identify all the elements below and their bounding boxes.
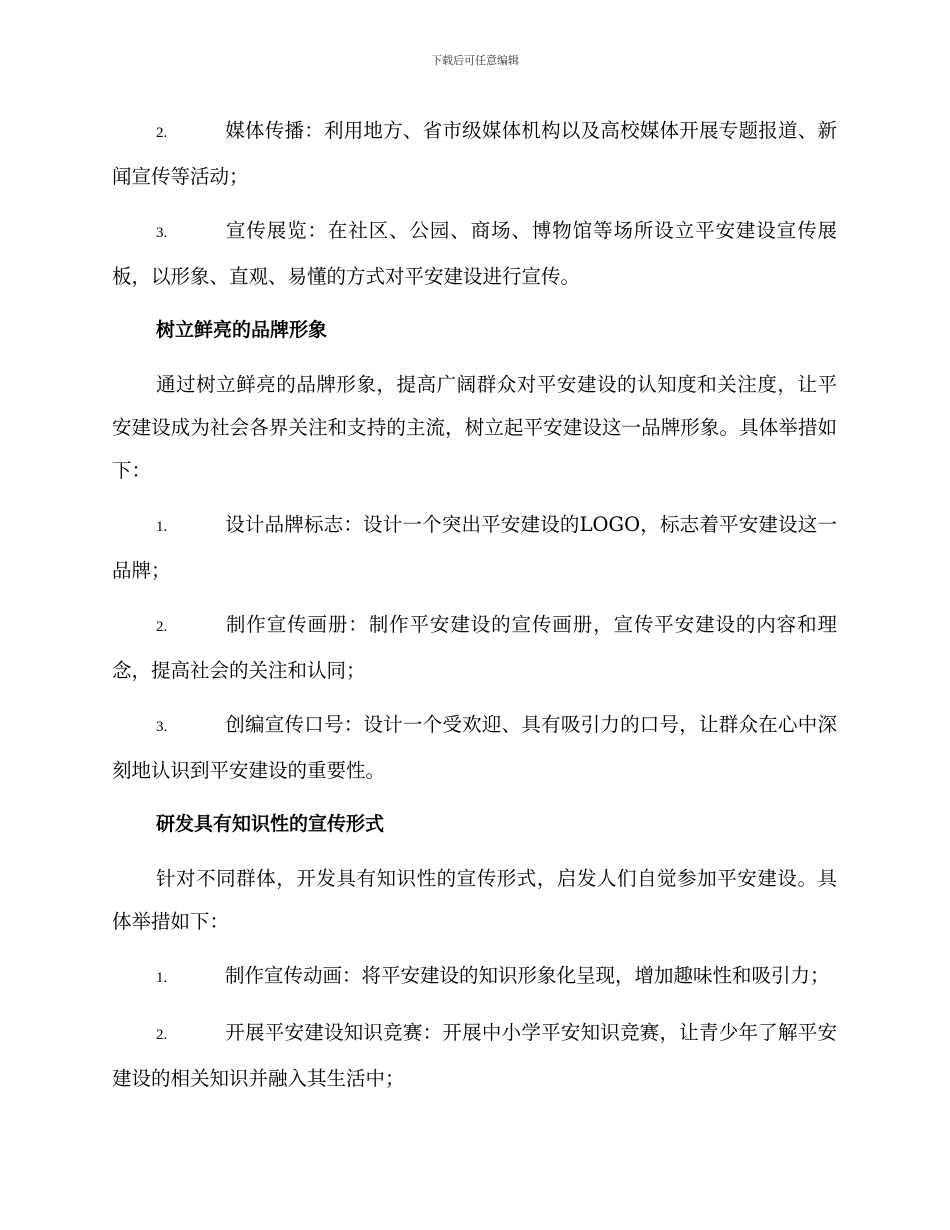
list-item-text: 开展平安建设知识竞赛：开展中小学平安知识竞赛，让青少年了解平安建设的相关知识并融入其生活中；: [112, 1021, 837, 1090]
page-header: 下载后可任意编辑: [431, 54, 519, 67]
list-item-brochure: [112, 603, 837, 692]
list-item-text: 创编宣传口号：设计一个受欢迎、具有吸引力的口号，让群众在心中深刻地认识到平安建设的重要性。: [112, 713, 837, 782]
list-item-contest: [112, 1011, 837, 1100]
list-item-text: 宣传展览：在社区、公园、商场、博物馆等场所设立平安建设宣传展板，以形象、直观、易懂的方式对平安建设进行宣传。: [112, 219, 837, 288]
list-item-text: 媒体传播：利用地方、省市级媒体机构以及高校媒体开展专题报道、新闻宣传等活动；: [112, 119, 837, 188]
list-item-animation: [112, 954, 837, 1000]
paragraph-knowledge-intro: 针对不同群体，开发具有知识性的宣传形式，启发人们自觉参加平安建设。具体举措如下：: [112, 867, 837, 933]
paragraph-brand-intro: 通过树立鲜亮的品牌形象，提高广阔群众对平安建设的认知度和关注度，让平安建设成为社会各界关注和支持的主流，树立起平安建设这一品牌形象。具体举措如下：: [112, 373, 837, 482]
list-item-number: 1.: [156, 970, 168, 986]
list-item-number: 1.: [156, 519, 168, 535]
section-heading-brand: 树立鲜亮的品牌形象: [156, 319, 328, 341]
list-item-number: 3.: [156, 719, 168, 735]
list-item-number: 2.: [156, 125, 168, 141]
document-body: [112, 109, 837, 1111]
list-item-number: 2.: [156, 1027, 168, 1043]
list-item-number: 2.: [156, 619, 168, 635]
list-item-text: 设计品牌标志：设计一个突出平安建设的LOGO，标志着平安建设这一品牌；: [112, 513, 837, 582]
section-heading-knowledge: 研发具有知识性的宣传形式: [156, 813, 385, 835]
list-item-slogan: [112, 703, 837, 792]
list-item-media: [112, 109, 837, 198]
list-item-text: 制作宣传画册：制作平安建设的宣传画册，宣传平安建设的内容和理念，提高社会的关注和认同；: [112, 613, 837, 682]
list-item-number: 3.: [156, 225, 168, 241]
list-item-text: 制作宣传动画：将平安建设的知识形象化呈现，增加趣味性和吸引力；: [225, 964, 830, 987]
list-item-exhibition: [112, 209, 837, 298]
list-item-logo: [112, 503, 837, 592]
